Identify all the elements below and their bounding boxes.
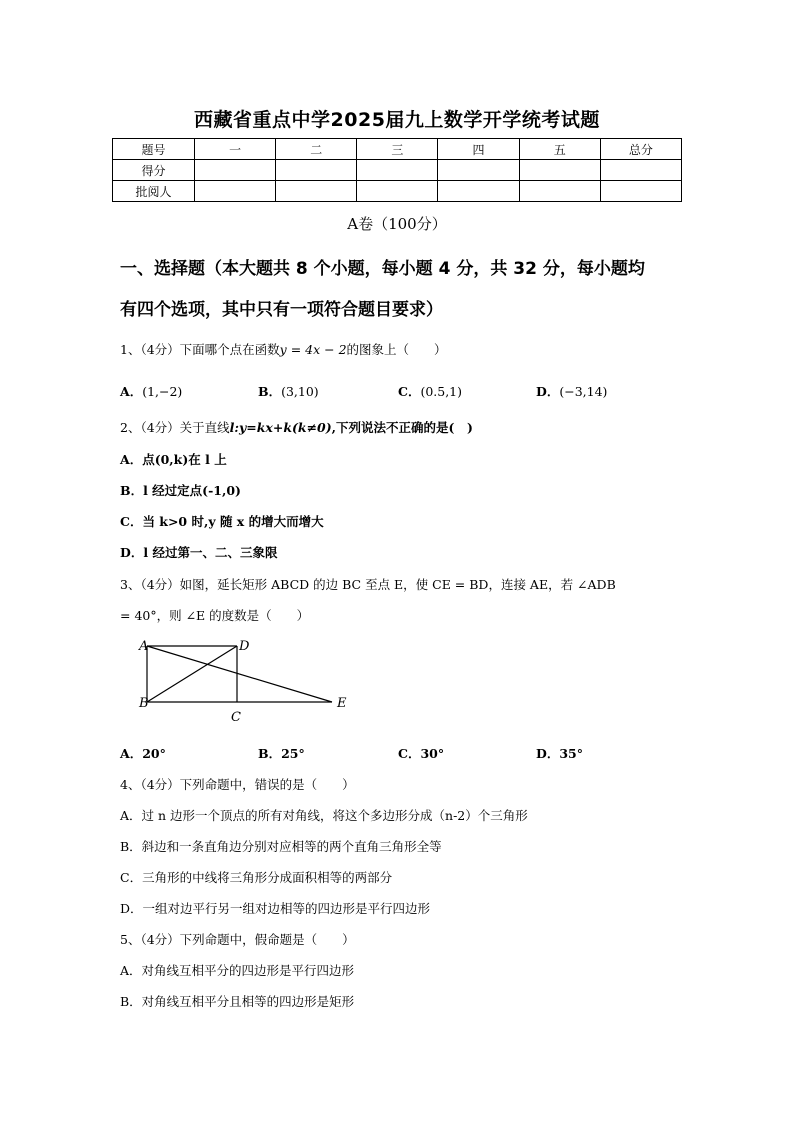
table-row <box>113 139 682 160</box>
table-cell: 得分 <box>113 160 195 181</box>
option-label: B． <box>258 384 282 399</box>
q3-rectangle-figure <box>130 634 360 729</box>
q4-option-a: A．过 n 边形一个顶点的所有对角线，将这个多边形分成（n-2）个三角形 <box>120 808 528 823</box>
table-cell <box>519 160 600 181</box>
q3-option-a <box>120 744 166 762</box>
option-value: (0.5,1) <box>420 384 463 399</box>
q1-option-a <box>120 382 182 400</box>
option-value: (1,−2) <box>142 384 183 399</box>
q3-stem-line1: 3、（4分）如图，延长矩形 ABCD 的边 BC 至点 E，使 CE = BD，连接 AE，若 ∠ADB <box>120 577 616 592</box>
score-table <box>112 138 682 202</box>
section-a-title: A卷（100分） <box>347 215 447 233</box>
option-value: 30° <box>420 746 445 761</box>
exam-title: 西藏省重点中学2025届九上数学开学统考试题 <box>194 109 600 131</box>
table-cell: 题号 <box>113 139 195 160</box>
q1-option-c <box>398 382 462 400</box>
table-cell <box>195 181 276 202</box>
q2-stem <box>120 418 473 436</box>
q3-option-d <box>536 744 583 762</box>
q4-option-c: C．三角形的中线将三角形分成面积相等的两部分 <box>120 870 393 885</box>
q1-stem-pre: 1、（4分）下面哪个点在函数 <box>120 342 280 357</box>
q3-option-c <box>398 744 444 762</box>
point-label-b: B <box>139 696 149 711</box>
q1-stem-post: 的图象上（ ） <box>346 342 447 357</box>
option-label: A． <box>120 384 143 399</box>
table-row <box>113 160 682 181</box>
option-label: D． <box>536 384 560 399</box>
q5-stem: 5、（4分）下列命题中，假命题是（ ） <box>120 932 355 947</box>
part1-heading-line1: 一、选择题（本大题共 8 个小题，每小题 4 分，共 32 分，每小题均 <box>120 259 645 279</box>
option-value: 35° <box>559 746 583 761</box>
option-value: 25° <box>281 746 305 761</box>
q1-option-d <box>536 382 607 400</box>
q4-option-b: B．斜边和一条直角边分别对应相等的两个直角三角形全等 <box>120 839 442 854</box>
table-cell: 五 <box>519 139 600 160</box>
q1-option-b <box>258 382 319 400</box>
table-cell <box>600 181 681 202</box>
q4-stem: 4、（4分）下列命题中，错误的是（ ） <box>120 777 355 792</box>
table-cell: 四 <box>438 139 519 160</box>
table-cell <box>438 181 519 202</box>
table-cell: 批阅人 <box>113 181 195 202</box>
q1-stem <box>120 340 447 358</box>
q2-stem-pre: 2、（4分）关于直线 <box>120 420 230 435</box>
table-cell <box>195 160 276 181</box>
table-cell <box>438 160 519 181</box>
table-row <box>113 181 682 202</box>
point-label-e: E <box>337 696 347 711</box>
segment-ae <box>147 646 332 702</box>
segment-bd <box>147 646 237 702</box>
q1-formula: y = 4x − 2 <box>279 342 347 357</box>
table-cell <box>357 181 438 202</box>
option-value: (3,10) <box>281 384 319 399</box>
option-value: (−3,14) <box>559 384 608 399</box>
option-label: C． <box>398 746 421 761</box>
q4-option-d: D．一组对边平行另一组对边相等的四边形是平行四边形 <box>120 901 431 916</box>
q2-option-c: C．当 k>0 时,y 随 x 的增大而增大 <box>120 514 324 529</box>
q2-stem-post: ,下列说法不正确的是( ) <box>331 420 473 435</box>
point-label-c: C <box>231 710 241 725</box>
q2-option-b: B．l 经过定点(-1,0) <box>120 483 241 498</box>
q2-option-d: D．l 经过第一、二、三象限 <box>120 545 278 560</box>
table-cell <box>519 181 600 202</box>
table-cell <box>276 160 357 181</box>
q3-stem-line2: = 40°，则 ∠E 的度数是（ ） <box>120 608 310 623</box>
option-label: B． <box>258 746 282 761</box>
option-value: 20° <box>142 746 166 761</box>
part1-heading-line2: 有四个选项，其中只有一项符合题目要求） <box>120 300 443 320</box>
q5-option-b: B．对角线互相平分且相等的四边形是矩形 <box>120 994 355 1009</box>
table-cell: 总分 <box>600 139 681 160</box>
q5-option-a: A．对角线互相平分的四边形是平行四边形 <box>120 963 355 978</box>
q3-option-b <box>258 744 305 762</box>
table-cell <box>276 181 357 202</box>
point-label-d: D <box>239 639 250 654</box>
q2-formula: l:y=kx+k(k≠0) <box>229 420 332 435</box>
point-label-a: A <box>139 639 149 654</box>
option-label: D． <box>536 746 560 761</box>
option-label: C． <box>398 384 421 399</box>
table-cell <box>357 160 438 181</box>
q2-option-a: A．点(0,k)在 l 上 <box>120 452 227 467</box>
table-cell: 一 <box>195 139 276 160</box>
table-cell <box>600 160 681 181</box>
table-cell: 三 <box>357 139 438 160</box>
option-label: A． <box>120 746 143 761</box>
table-cell: 二 <box>276 139 357 160</box>
